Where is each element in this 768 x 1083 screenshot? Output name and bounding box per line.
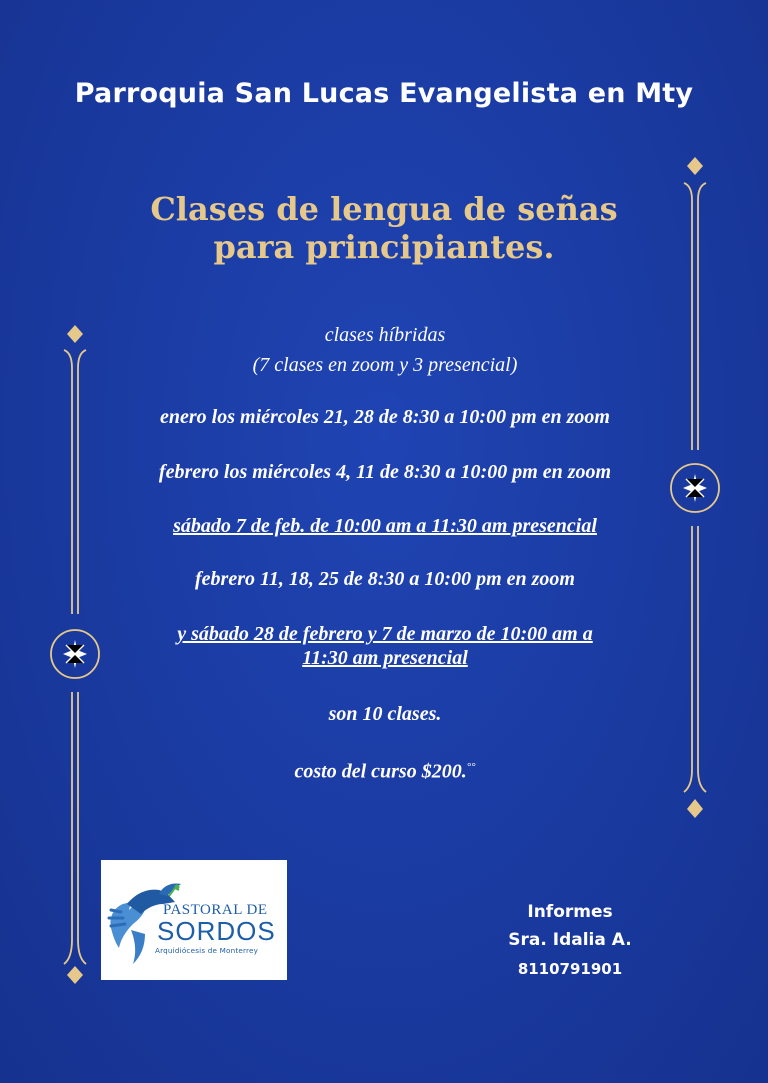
format-line-1: clases híbridas [324,324,446,346]
format-line-2: (7 clases en zoom y 3 presencial) [252,354,518,376]
title-line-1: Clases de lengua de señas [150,190,618,228]
schedule-february-more: febrero 11, 18, 25 de 8:30 a 10:00 pm en zoom [195,568,575,590]
schedule-saturday-final-1: y sábado 28 de febrero y 7 de marzo de 10:00 am a [177,623,593,645]
parish-name: Parroquia San Lucas Evangelista en Mty [74,78,694,109]
left-star-icon [63,640,87,668]
event-title [0,190,768,266]
schedule-saturday-final-2: 11:30 am presencial [302,647,468,669]
contact-name: Sra. Idalia A. [508,930,632,950]
schedule-february-wednesdays: febrero los miércoles 4, 11 de 8:30 a 10:00 pm en zoom [158,461,612,483]
right-star-icon [683,474,707,502]
contact-heading: Informes [527,902,613,922]
total-classes: son 10 clases. [328,703,442,725]
logo-line-1: PASTORAL DE [163,902,268,918]
pastoral-de-sordos-logo [101,860,287,980]
logo-line-3: Arquidiócesis de Monterrey [155,946,259,955]
right-ornament-rail [670,150,720,830]
contact-phone: 8110791901 [517,960,623,978]
cost-suffix: °° [466,761,476,773]
cost-text: costo del curso $200. [294,760,467,783]
left-ornament-rail [50,320,100,1000]
logo-line-2: SORDOS [157,916,276,946]
schedule-saturday-feb7: sábado 7 de feb. de 10:00 am a 11:30 am presencial [173,515,597,537]
title-line-2: para principiantes. [213,228,555,266]
schedule-january: enero los miércoles 21, 28 de 8:30 a 10:00 pm en zoom [160,406,610,428]
course-cost [90,755,680,784]
